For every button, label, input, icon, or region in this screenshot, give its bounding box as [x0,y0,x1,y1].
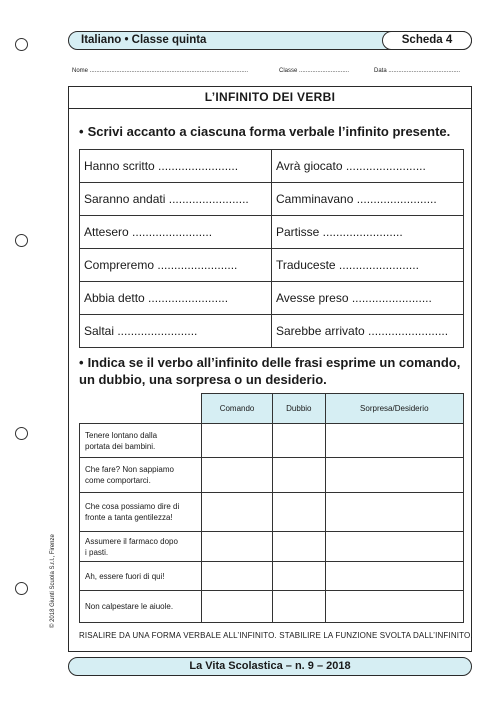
exercise2-instruction: • Indica se il verbo all’infinito delle frasi esprime un comando, un dubbio, una sorpresa o un desiderio. [79,355,461,387]
table-row [80,532,464,562]
sentence-label: Che fare? Non sappiamo come comportarci. [80,458,202,493]
answer-cell[interactable] [202,562,273,591]
binder-hole-icon [15,234,28,247]
verb-cell[interactable]: Saranno andati ........................ [80,183,272,216]
verb-cell[interactable]: Camminavano ........................ [272,183,464,216]
verb-cell[interactable]: Attesero ........................ [80,216,272,249]
table-row [80,424,464,458]
answer-cell[interactable] [273,424,326,458]
table-row [80,282,464,315]
answer-cell[interactable] [202,458,273,493]
worksheet-title: L’INFINITO DEI VERBI [69,87,471,109]
answer-cell[interactable] [273,493,326,532]
subject-label: Italiano • Classe quinta [81,34,207,46]
table-corner [80,394,202,424]
sentence-label: Che cosa possiamo dire di fronte a tanta gentilezza! [80,493,202,532]
answer-cell[interactable] [325,493,463,532]
bullet-icon: • [79,355,84,370]
table-row [80,315,464,348]
verb-cell[interactable]: Avrà giocato ........................ [272,150,464,183]
column-header-sorpresa: Sorpresa/Desiderio [325,394,463,424]
table-row [80,183,464,216]
answer-cell[interactable] [202,424,273,458]
answer-cell[interactable] [202,532,273,562]
binder-hole-icon [15,582,28,595]
table-row [80,562,464,591]
answer-cell[interactable] [202,591,273,623]
table-row [80,216,464,249]
exercise1-instruction: • Scrivi accanto a ciascuna forma verbale l’infinito presente. [79,124,451,139]
column-header-comando: Comando [202,394,273,424]
verb-cell[interactable]: Partisse ........................ [272,216,464,249]
sentence-label: Tenere lontano dalla portata dei bambini. [80,424,202,458]
verb-cell[interactable]: Hanno scritto ........................ [80,150,272,183]
sentence-label: Ah, essere fuori di qui! [80,562,202,591]
column-header-dubbio: Dubbio [273,394,326,424]
answer-cell[interactable] [273,532,326,562]
answer-cell[interactable] [273,591,326,623]
answer-cell[interactable] [325,458,463,493]
learning-objective: RISALIRE DA UNA FORMA VERBALE ALL’INFINITO. STABILIRE LA FUNZIONE SVOLTA DALL’INFINITO. [79,631,473,640]
table-row [80,150,464,183]
verb-cell[interactable]: Traduceste ........................ [272,249,464,282]
copyright-credit: © 2018 Giunti Scuola S.r.l., Firenze [50,534,56,628]
answer-cell[interactable] [202,493,273,532]
bullet-icon: • [79,124,84,139]
answer-cell[interactable] [273,458,326,493]
class-field[interactable]: Classe .............................. [279,68,350,74]
date-field[interactable]: Data ........................................... [374,68,461,74]
binder-hole-icon [15,38,28,51]
name-field[interactable]: Nome ............................................................................................... [72,68,249,74]
verb-table [79,149,464,348]
table-row [80,591,464,623]
table-row [80,458,464,493]
answer-cell[interactable] [325,532,463,562]
magazine-footer: La Vita Scolastica – n. 9 – 2018 [68,657,472,676]
answer-cell[interactable] [325,562,463,591]
classification-table [79,393,464,623]
sentence-label: Non calpestare le aiuole. [80,591,202,623]
verb-cell[interactable]: Avesse preso ........................ [272,282,464,315]
verb-cell[interactable]: Saltai ........................ [80,315,272,348]
verb-cell[interactable]: Compreremo ........................ [80,249,272,282]
verb-cell[interactable]: Abbia detto ........................ [80,282,272,315]
sheet-number: Scheda 4 [382,31,472,50]
header-bar [68,31,472,50]
table-row [80,493,464,532]
worksheet-frame [68,86,472,652]
table-header-row [80,394,464,424]
answer-cell[interactable] [325,591,463,623]
table-row [80,249,464,282]
binder-hole-icon [15,427,28,440]
answer-cell[interactable] [273,562,326,591]
sentence-label: Assumere il farmaco dopo i pasti. [80,532,202,562]
answer-cell[interactable] [325,424,463,458]
verb-cell[interactable]: Sarebbe arrivato ........................ [272,315,464,348]
